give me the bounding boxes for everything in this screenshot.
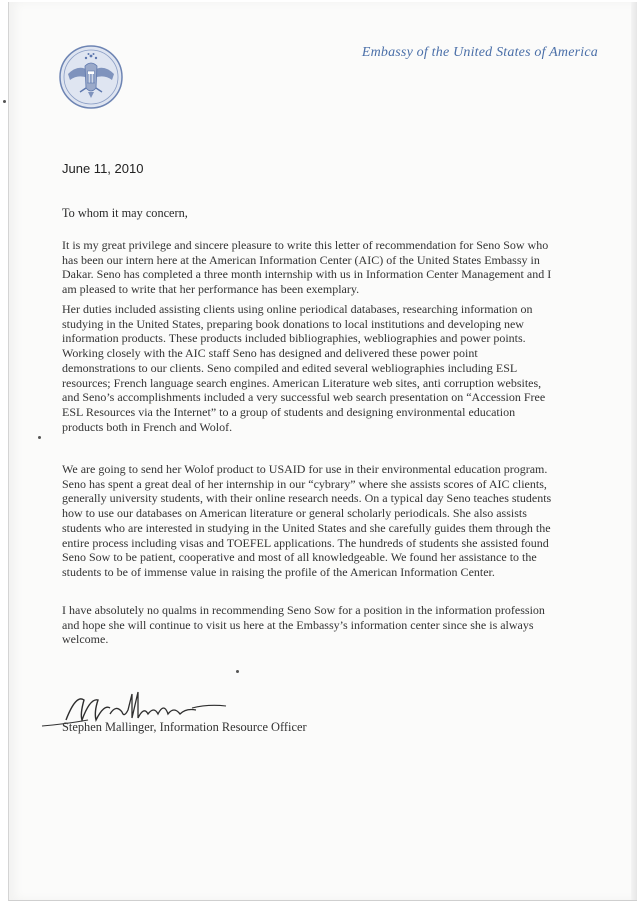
letter-date: June 11, 2010 bbox=[62, 161, 144, 176]
scan-speck bbox=[3, 100, 6, 103]
embassy-name: Embassy of the United States of America bbox=[361, 45, 598, 60]
salutation: To whom it may concern, bbox=[62, 206, 188, 220]
paragraph-2: Her duties included assisting clients using online periodical databases, researching information on studying in the United States, preparing book donations to local institutions and developing new information products. These products included bibliographies, webliographies and power points. Working closely with the AIC staff Seno has designed and delivered these power point demonstrations to our clients. Seno compiled and edited several webliographies including ESL resources; French language search engines. American Literature web sites, anti corruption websites, and Seno’s accomplishments included a very successful web search presentation on “Accession Free ESL Resources via the Internet” to a group of students and designing environmental education products both in French and Wolof. bbox=[62, 302, 546, 434]
us-great-seal-icon bbox=[58, 44, 124, 110]
paper-edge bbox=[631, 2, 637, 900]
scan-speck bbox=[38, 436, 41, 439]
paragraph-3: We are going to send her Wolof product to USAID for use in their environmental education program. Seno has spent a great deal of her internship in our “cybrary” where she assists scores of AIC clients, generally university students, with their online research needs. On a typical day Seno teaches students how to use our databases on American literature or general scholarly periodicals. She also assists students who are interested in studying in the United States and she carefully guides them through the entire process including visas and TOEFEL applications. The hundreds of students she assisted found Seno Sow to be patient, cooperative and most of all knowledgeable. We found her assistance to the students to be of immense value in raising the profile of the American Information Center. bbox=[62, 462, 552, 579]
signer-name-title: Stephen Mallinger, Information Resource Officer bbox=[62, 720, 307, 734]
letter-paper bbox=[8, 2, 637, 901]
scan-speck bbox=[236, 670, 239, 673]
paragraph-1: It is my great privilege and sincere pleasure to write this letter of recommendation for Seno Sow who has been our intern here at the American Information Center (AIC) of the United States Embassy in Dakar. Seno has completed a three month internship with us in Information Center Management and I am pleased to write that her performance has been exemplary. bbox=[62, 238, 552, 297]
paragraph-4: I have absolutely no qualms in recommending Seno Sow for a position in the information profession and hope she will continue to visit us here at the Embassy’s information center since she is always welcome. bbox=[62, 603, 545, 647]
